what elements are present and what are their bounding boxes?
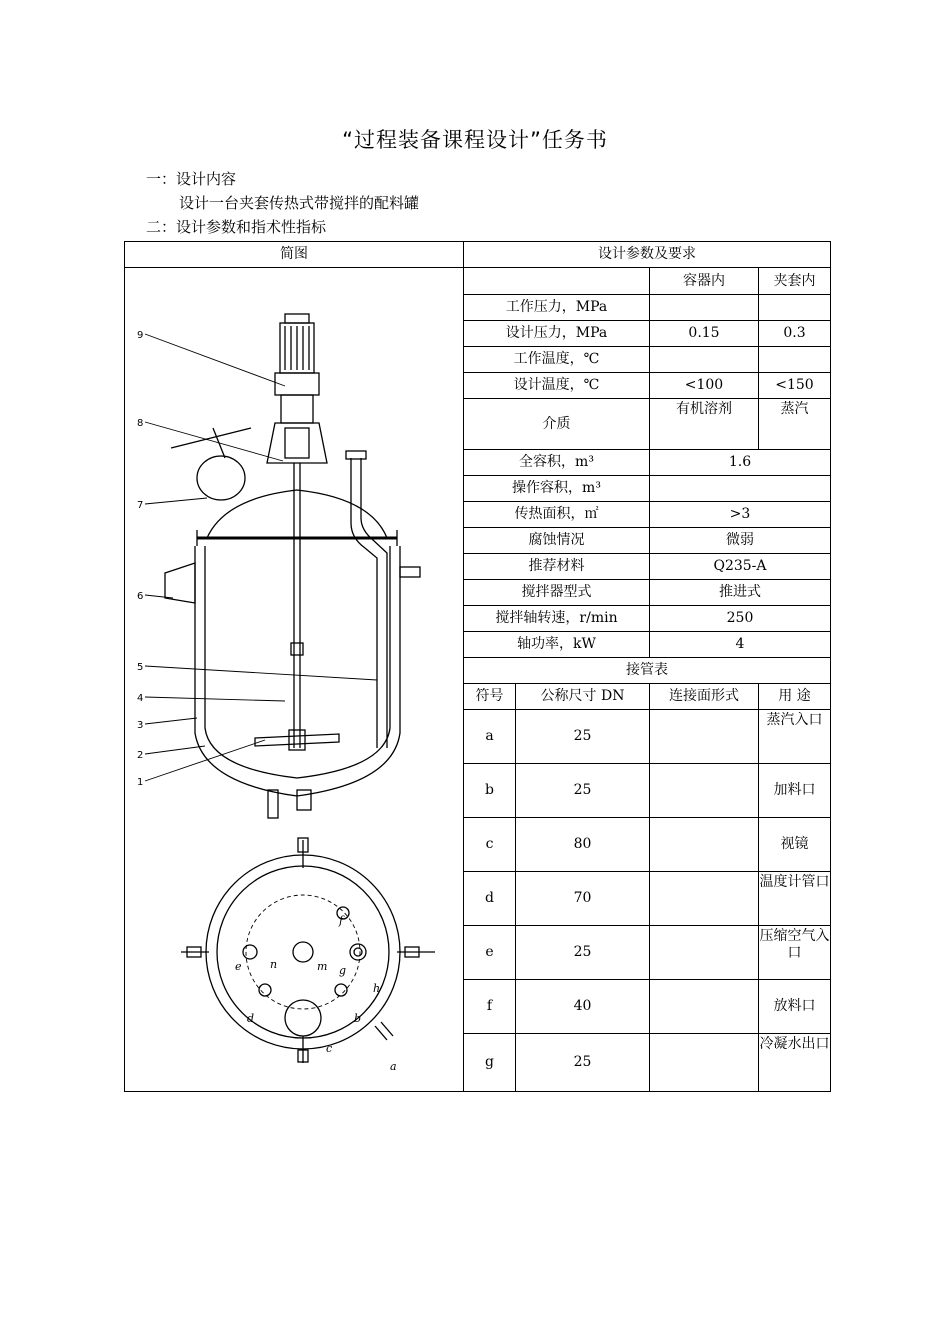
spec-table xyxy=(124,241,831,1092)
plan-label-m: m xyxy=(317,960,328,973)
params-header: 设计参数及要求 xyxy=(464,242,831,268)
params-blank-header xyxy=(464,268,650,295)
plan-label-c: c xyxy=(326,1042,333,1055)
reactor-drawing xyxy=(125,268,463,1073)
nozzle-dn: 80 xyxy=(516,818,650,872)
param-jacket xyxy=(759,347,831,373)
param-jacket: 蒸汽 xyxy=(759,399,831,450)
span-param-label: 搅拌器型式 xyxy=(464,580,650,606)
nozzle-col-symbol: 符号 xyxy=(464,684,516,710)
param-vessel: <100 xyxy=(650,373,759,399)
plan-label-g: g xyxy=(339,964,347,977)
span-param-value: 微弱 xyxy=(650,528,831,554)
plan-label-a: a xyxy=(390,1060,397,1073)
nozzle-symbol: g xyxy=(464,1034,516,1092)
part-label-8: 8 xyxy=(137,418,144,429)
nozzle-table-header: 接管表 xyxy=(464,658,831,684)
nozzle-use: 蒸汽入口 xyxy=(759,710,831,764)
part-label-9: 9 xyxy=(137,330,144,341)
nozzle-face xyxy=(650,872,759,926)
plan-label-d: d xyxy=(247,1012,255,1025)
figure-header: 简图 xyxy=(125,242,464,268)
nozzle-use: 温度计管口 xyxy=(759,872,831,926)
param-vessel: 0.15 xyxy=(650,321,759,347)
nozzle-face xyxy=(650,710,759,764)
section2-heading: 二：设计参数和指术性指标 xyxy=(146,218,327,236)
nozzle-face xyxy=(650,926,759,980)
nozzle-use: 加料口 xyxy=(759,764,831,818)
nozzle-use: 视镜 xyxy=(759,818,831,872)
span-param-label: 搅拌轴转速，r/min xyxy=(464,606,650,632)
nozzle-col-face: 连接面形式 xyxy=(650,684,759,710)
nozzle-dn: 70 xyxy=(516,872,650,926)
figure-cell xyxy=(125,268,464,1092)
param-vessel xyxy=(650,295,759,321)
nozzle-face xyxy=(650,1034,759,1092)
nozzle-symbol: e xyxy=(464,926,516,980)
param-label: 设计温度，℃ xyxy=(464,373,650,399)
span-param-value: 1.6 xyxy=(650,450,831,476)
part-label-5: 5 xyxy=(137,662,144,673)
span-param-value: 4 xyxy=(650,632,831,658)
param-label: 工作压力，MPa xyxy=(464,295,650,321)
nozzle-dn: 40 xyxy=(516,980,650,1034)
nozzle-col-dn: 公称尺寸 DN xyxy=(516,684,650,710)
span-param-value: 250 xyxy=(650,606,831,632)
nozzle-face xyxy=(650,764,759,818)
span-param-value: Q235-A xyxy=(650,554,831,580)
part-label-4: 4 xyxy=(137,693,144,704)
param-vessel: 有机溶剂 xyxy=(650,399,759,450)
col-vessel-header: 容器内 xyxy=(650,268,759,295)
span-param-value: >3 xyxy=(650,502,831,528)
param-vessel xyxy=(650,347,759,373)
nozzle-col-use: 用 途 xyxy=(759,684,831,710)
param-jacket: 0.3 xyxy=(759,321,831,347)
nozzle-use: 冷凝水出口 xyxy=(759,1034,831,1092)
col-jacket-header: 夹套内 xyxy=(759,268,831,295)
nozzle-symbol: b xyxy=(464,764,516,818)
section1-heading: 一：设计内容 xyxy=(146,170,237,188)
nozzle-dn: 25 xyxy=(516,710,650,764)
nozzle-use: 压缩空气入口 xyxy=(759,926,831,980)
nozzle-face xyxy=(650,980,759,1034)
plan-label-b: b xyxy=(354,1012,362,1025)
plan-label-h: h xyxy=(373,982,381,995)
plan-label-f: f xyxy=(339,914,344,927)
nozzle-symbol: f xyxy=(464,980,516,1034)
part-label-2: 2 xyxy=(137,750,144,761)
nozzle-face xyxy=(650,818,759,872)
span-param-label: 全容积，m³ xyxy=(464,450,650,476)
span-param-label: 腐蚀情况 xyxy=(464,528,650,554)
nozzle-symbol: a xyxy=(464,710,516,764)
span-param-label: 推荐材料 xyxy=(464,554,650,580)
nozzle-symbol: c xyxy=(464,818,516,872)
plan-view xyxy=(181,838,435,1063)
part-label-7: 7 xyxy=(137,500,144,511)
section1-text: 设计一台夹套传热式带搅拌的配料罐 xyxy=(179,194,420,212)
param-jacket: <150 xyxy=(759,373,831,399)
span-param-label: 轴功率，kW xyxy=(464,632,650,658)
span-param-value xyxy=(650,476,831,502)
param-label: 介质 xyxy=(464,399,650,450)
span-param-label: 传热面积，㎡ xyxy=(464,502,650,528)
nozzle-symbol: d xyxy=(464,872,516,926)
nozzle-dn: 25 xyxy=(516,764,650,818)
part-label-6: 6 xyxy=(137,591,144,602)
plan-label-n: n xyxy=(270,958,278,971)
param-label: 工作温度，℃ xyxy=(464,347,650,373)
param-label: 设计压力，MPa xyxy=(464,321,650,347)
part-label-1: 1 xyxy=(137,777,144,788)
span-param-label: 操作容积，m³ xyxy=(464,476,650,502)
nozzle-dn: 25 xyxy=(516,926,650,980)
nozzle-dn: 25 xyxy=(516,1034,650,1092)
page-title: “过程装备课程设计”任务书 xyxy=(342,128,608,152)
nozzle-use: 放料口 xyxy=(759,980,831,1034)
part-label-3: 3 xyxy=(137,720,144,731)
param-jacket xyxy=(759,295,831,321)
plan-label-e: e xyxy=(235,960,242,973)
span-param-value: 推进式 xyxy=(650,580,831,606)
